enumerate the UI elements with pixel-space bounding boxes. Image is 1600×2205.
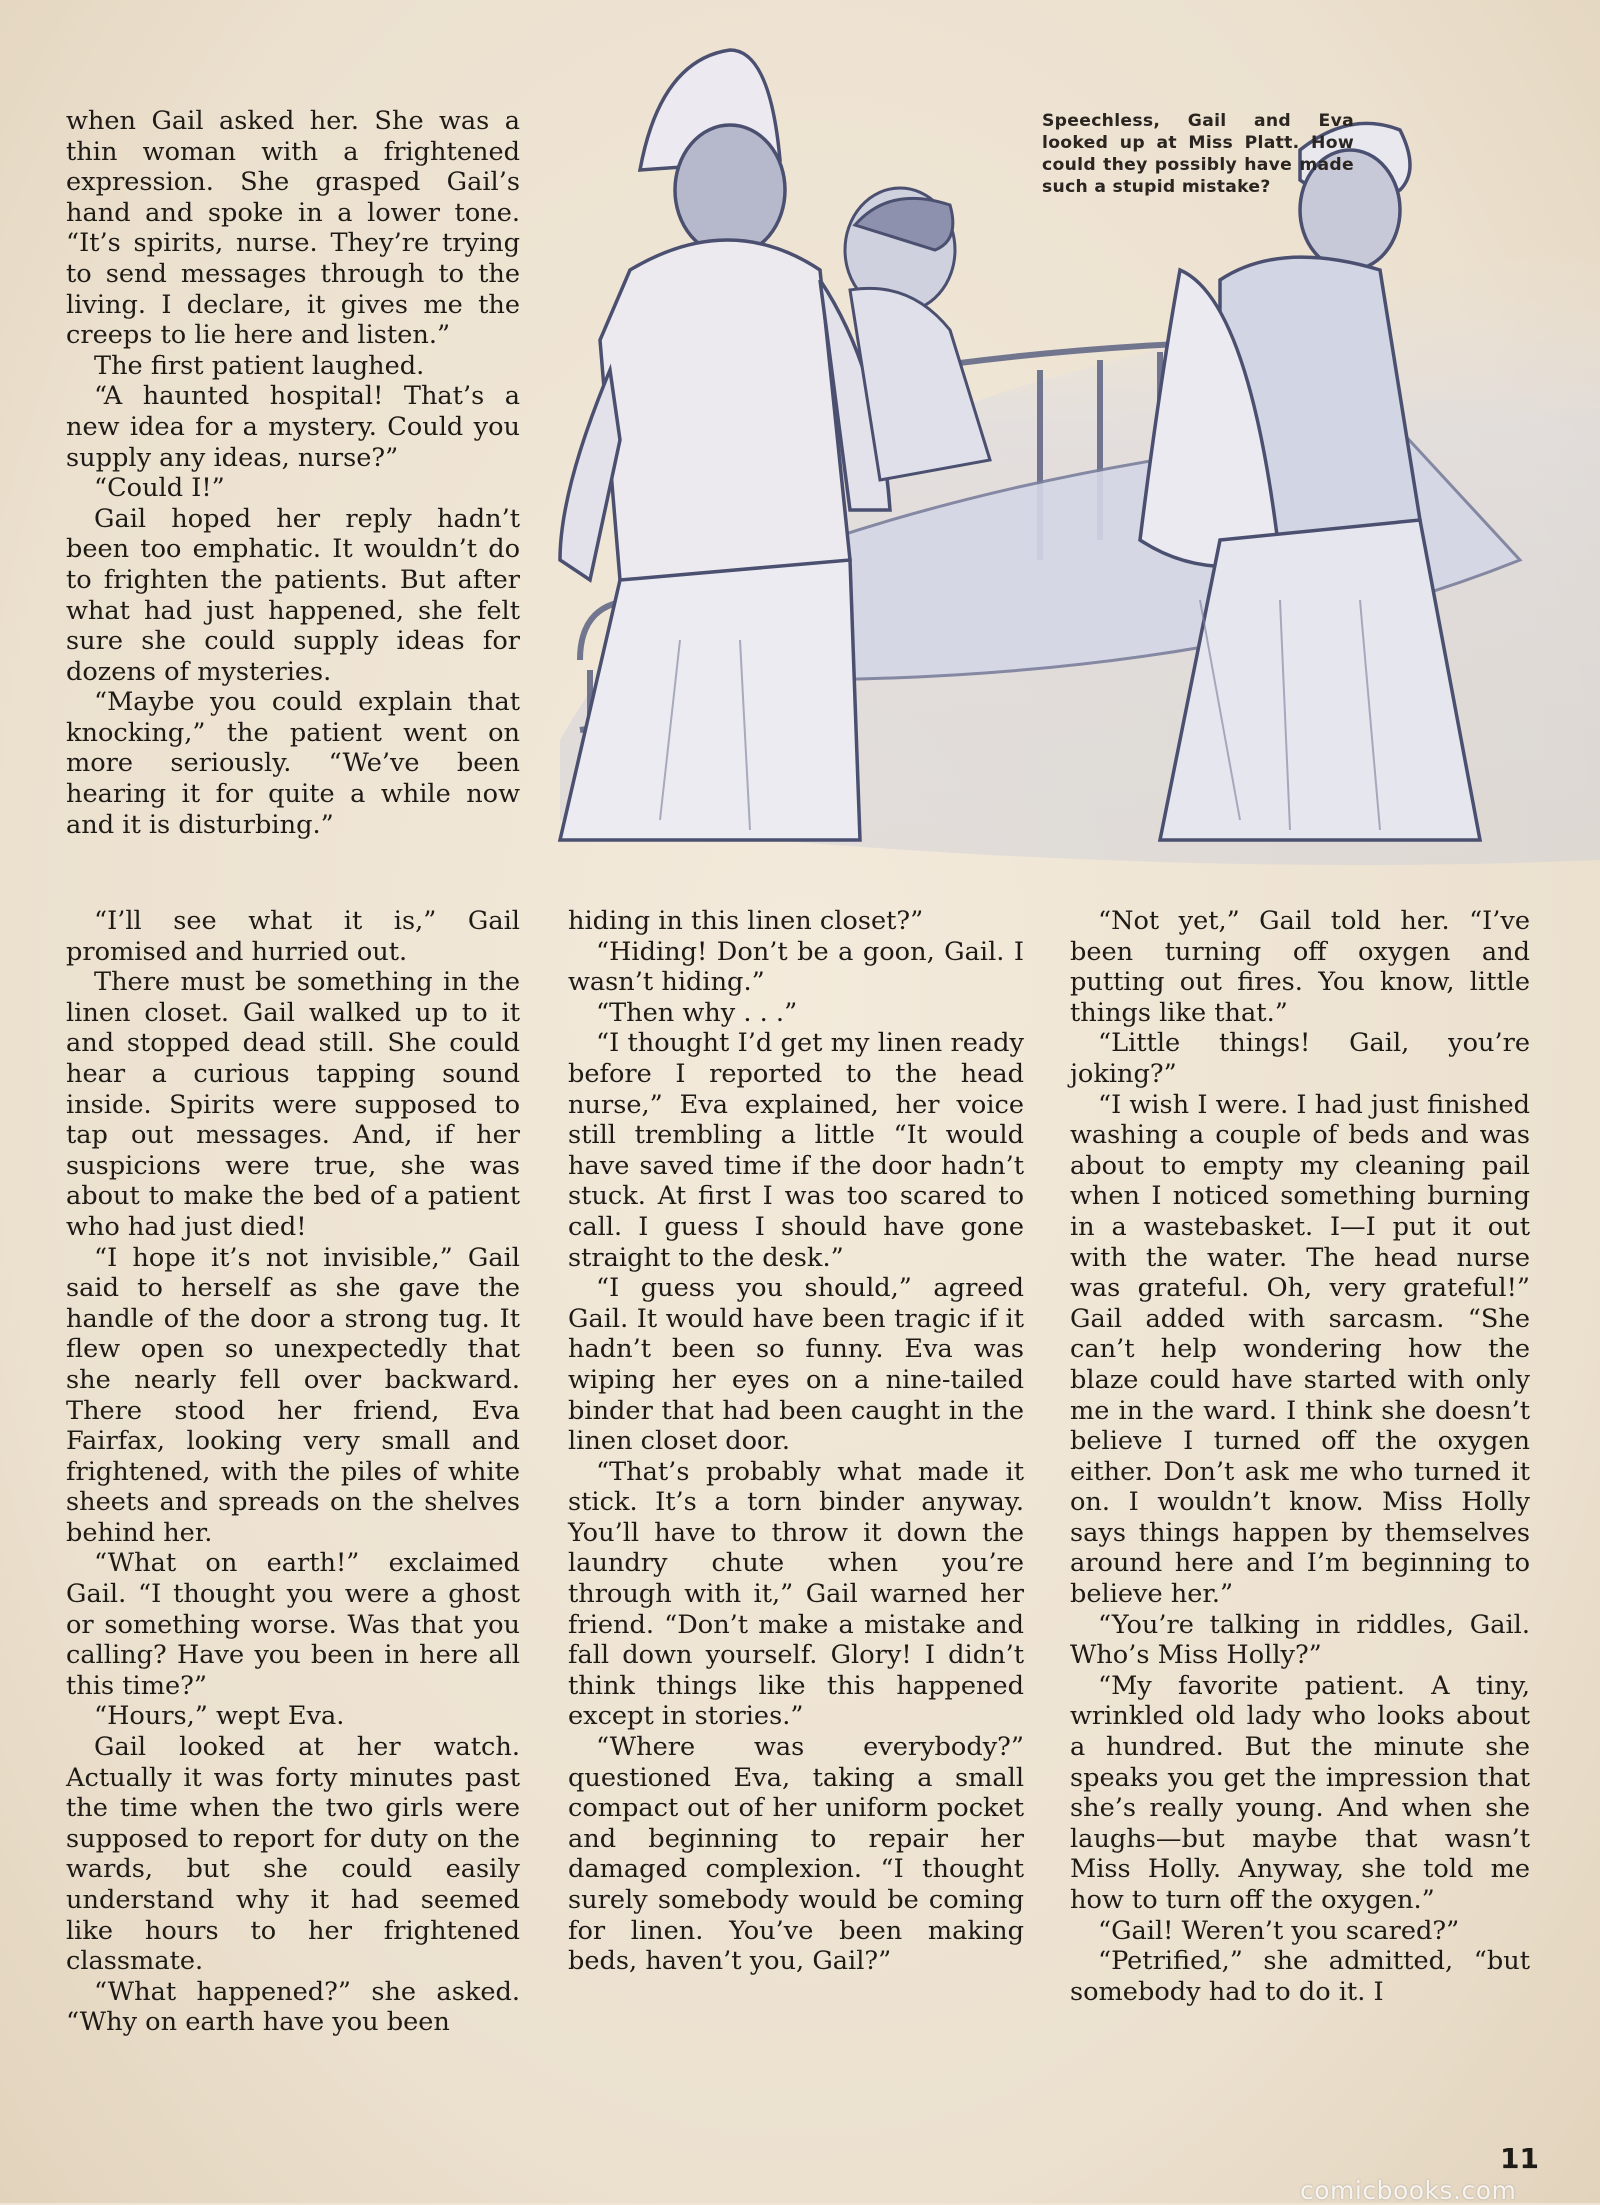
paragraph: “Where was everybody?” questioned Eva, taking a small compact out of her uniform pocket and beginning to repair her damaged complexion. “I thought surely somebody would be coming for linen. You’ve been making beds, haven’t you, Gail?” [568, 1732, 1024, 1977]
paragraph: “What on earth!” exclaimed Gail. “I thought you were a ghost or something worse. Was that you calling? Have you been in here all this time?” [66, 1548, 520, 1701]
paragraph: “Petrified,” she admitted, “but somebody had to do it. I [1070, 1946, 1530, 2007]
paragraph: “Then why . . .” [596, 997, 798, 1028]
column-1-bottom [66, 906, 520, 2038]
paragraph: “That’s probably what made it stick. It’s a torn binder anyway. You’ll have to throw it down the laundry chute when you’re through with it,” Gail warned her friend. “Don’t make a mistake and fall down yourself. Glory! I didn’t think things like this happened except in stories.” [568, 1456, 1024, 1732]
paragraph: “Gail! Weren’t you scared?” [1098, 1915, 1460, 1946]
paragraph: “Not yet,” Gail told her. “I’ve been turning off oxygen and putting out fires. You know, little things like that.” [1070, 906, 1530, 1028]
paragraph: “I hope it’s not invisible,” Gail said to herself as she gave the handle of the door a strong tug. It flew open so unexpectedly that she nearly fell over backward. There stood her friend, Eva Fairfax, looking very small and frightened, with the piles of white sheets and spreads on the shelves behind her. [66, 1242, 520, 1548]
paragraph: There must be something in the linen closet. Gail walked up to it and stopped dead still. She could hear a curious tapping sound inside. Spirits were supposed to tap out messages. And, if her suspicions were true, she was about to make the bed of a patient who had just died! [66, 967, 520, 1242]
paragraph: “Little things! Gail, you’re joking?” [1070, 1028, 1530, 1089]
paragraph: when Gail asked her. She was a thin woman with a frightened expression. She grasped Gail’s hand and spoke in a lower tone. “It’s spirits, nurse. They’re trying to send messages through to the living. I declare, it gives me the creeps to lie here and listen.” [66, 106, 520, 351]
paragraph: “What happened?” she asked. “Why on earth have you been [66, 1976, 520, 2038]
paragraph: “Hiding! Don’t be a goon, Gail. I wasn’t hiding.” [568, 936, 1024, 998]
paragraph: “I’ll see what it is,” Gail promised and hurried out. [66, 906, 520, 967]
paragraph: “Hours,” wept Eva. [94, 1701, 345, 1732]
watermark: comicbooks.com [1300, 2176, 1517, 2205]
illustration-caption: Speechless, Gail and Eva looked up at Miss Platt. How could they possibly have made such a stupid mistake? [1042, 111, 1354, 197]
paragraph: The first patient laughed. [94, 350, 425, 381]
paragraph: “Maybe you could explain that knocking,” the patient went on more seriously. “We’ve been hearing it for quite a while now and it is disturbing.” [66, 687, 520, 840]
page-number: 11 [1500, 2142, 1539, 2175]
paragraph: Gail looked at her watch. Actually it was forty minutes past the time when the two girls were supposed to report for duty on the wards, but she could easily understand why it had seemed like hours to her frightened classmate. [66, 1732, 520, 1977]
column-2 [568, 906, 1024, 1977]
paragraph: hiding in this linen closet?” [568, 906, 924, 936]
paragraph: Gail hoped her reply hadn’t been too emphatic. It wouldn’t do to frighten the patients. But after what had just happened, she felt sure she could supply ideas for dozens of mysteries. [66, 503, 520, 687]
paragraph: “You’re talking in riddles, Gail. Who’s Miss Holly?” [1070, 1609, 1530, 1671]
paragraph: “Could I!” [94, 473, 225, 504]
paragraph: “I guess you should,” agreed Gail. It would have been tragic if it hadn’t been so funny. Eva was wiping her eyes on a nine-tailed binder that had been caught in the linen closet door. [568, 1273, 1024, 1457]
paragraph: “A haunted hospital! That’s a new idea for a mystery. Could you supply any ideas, nurse?” [66, 381, 520, 473]
column-1-top [66, 106, 520, 840]
paragraph: “I wish I were. I had just finished washing a couple of beds and was about to empty my cleaning pail when I noticed something burning in a wastebasket. I—I put it out with the water. The head nurse was grateful. Oh, very grateful!” Gail added with sarcasm. “She can’t help wondering how the blaze could have started with only me in the ward. I think she doesn’t believe I turned off the oxygen either. Don’t ask me who turned it on. I wouldn’t know. Miss Holly says things happen by themselves around here and I’m beginning to believe her.” [1070, 1089, 1530, 1610]
column-3 [1070, 906, 1530, 2007]
paragraph: “My favorite patient. A tiny, wrinkled old lady who looks about a hundred. But the minute she speaks you get the impression that she’s really young. And when she laughs—but maybe that wasn’t Miss Holly. Anyway, she told me how to turn off the oxygen.” [1070, 1670, 1530, 1915]
paragraph: “I thought I’d get my linen ready before I reported to the head nurse,” Eva explained, her voice still trembling a little “It would have saved time if the door hadn’t stuck. At first I was too scared to call. I guess I should have gone straight to the desk.” [568, 1028, 1024, 1273]
